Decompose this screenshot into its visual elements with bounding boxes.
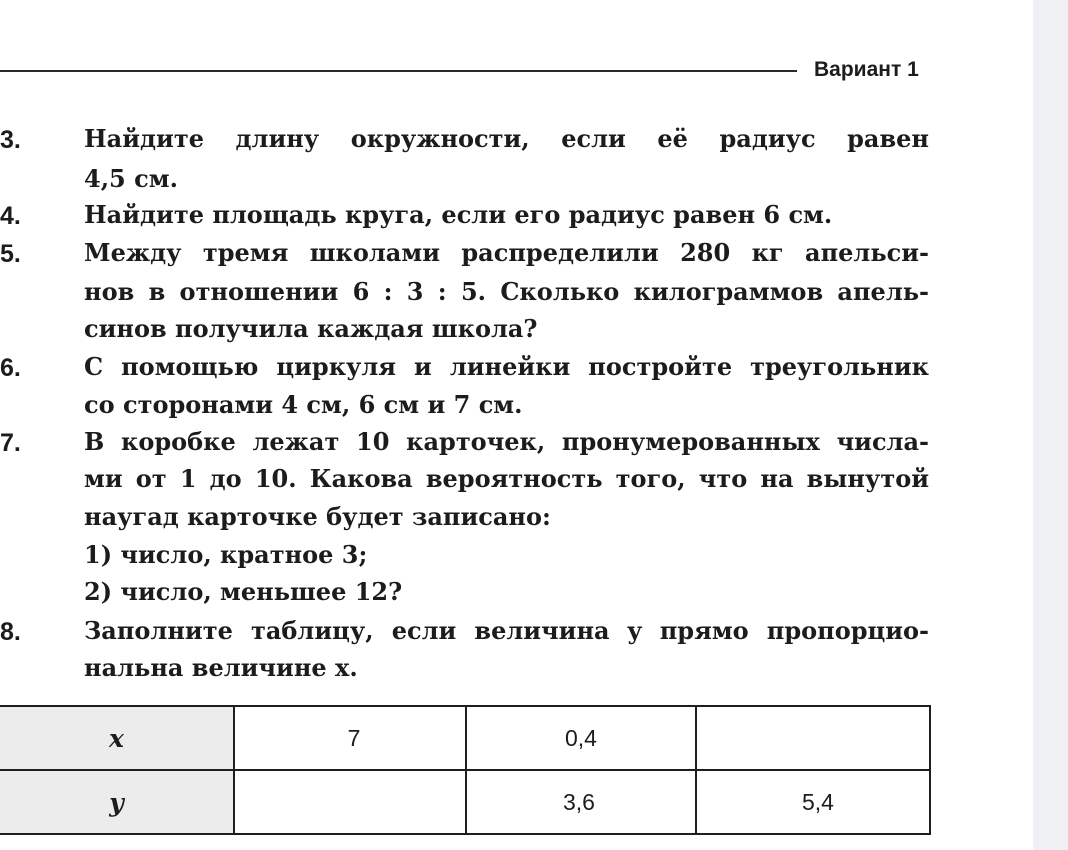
problem-8-number: 8. [0, 618, 21, 646]
cell-value: 0,4 [565, 724, 597, 751]
problem-3-line-2: 4,5 см. [84, 164, 178, 193]
problem-5-line-1: Между тремя школами распределили 280 кг апельси- [84, 238, 929, 267]
table-cell-empty [234, 770, 466, 834]
problem-6-number: 6. [0, 354, 21, 382]
table-cell-empty [696, 706, 930, 770]
problem-4-number: 4. [0, 202, 21, 230]
table-cell [466, 770, 696, 834]
row-label-x: x [0, 706, 234, 770]
problem-7-line-1: В коробке лежат 10 карточек, пронумерованных числа- [84, 427, 929, 456]
table-cell [466, 706, 696, 770]
table-row-y [0, 770, 930, 834]
problem-5-number: 5. [0, 240, 21, 268]
problem-7-line-3: наугад карточке будет записано: [84, 502, 551, 531]
table-cell: 5,4 [696, 770, 930, 834]
problem-7-line-4: 1) число, кратное 3; [84, 540, 368, 569]
cell-value: 3,6 [563, 788, 595, 815]
problem-3-number: 3. [0, 126, 21, 154]
table-row-x [0, 706, 930, 770]
problem-8-line-2: нальна величине x. [84, 653, 358, 682]
header-rule [0, 70, 797, 72]
problem-4-line-1: Найдите площадь круга, если его радиус равен 6 см. [84, 200, 833, 229]
problem-7-line-5: 2) число, меньшее 12? [84, 577, 403, 606]
table-cell: 7 [234, 706, 466, 770]
row-label-y: y [0, 770, 234, 834]
problem-8-line-1: Заполните таблицу, если величина y прямо пропорцио- [84, 616, 929, 645]
problem-3-line-1: Найдите длину окружности, если её радиус равен [84, 124, 929, 153]
problem-7-number: 7. [0, 429, 21, 457]
problem-5-line-3: синов получила каждая школа? [84, 314, 538, 343]
problem-6-line-1: С помощью циркуля и линейки постройте треугольник [84, 352, 929, 381]
variant-heading: Вариант 1 [814, 58, 919, 81]
problem-5-line-2: нов в отношении 6 : 3 : 5. Сколько килограммов апель- [84, 277, 929, 306]
problem-7-line-2: ми от 1 до 10. Какова вероятность того, что на вынутой [84, 464, 929, 493]
proportion-table [0, 705, 931, 835]
page-edge-strip [1033, 0, 1068, 850]
problem-6-line-2: со сторонами 4 см, 6 см и 7 см. [84, 390, 523, 419]
